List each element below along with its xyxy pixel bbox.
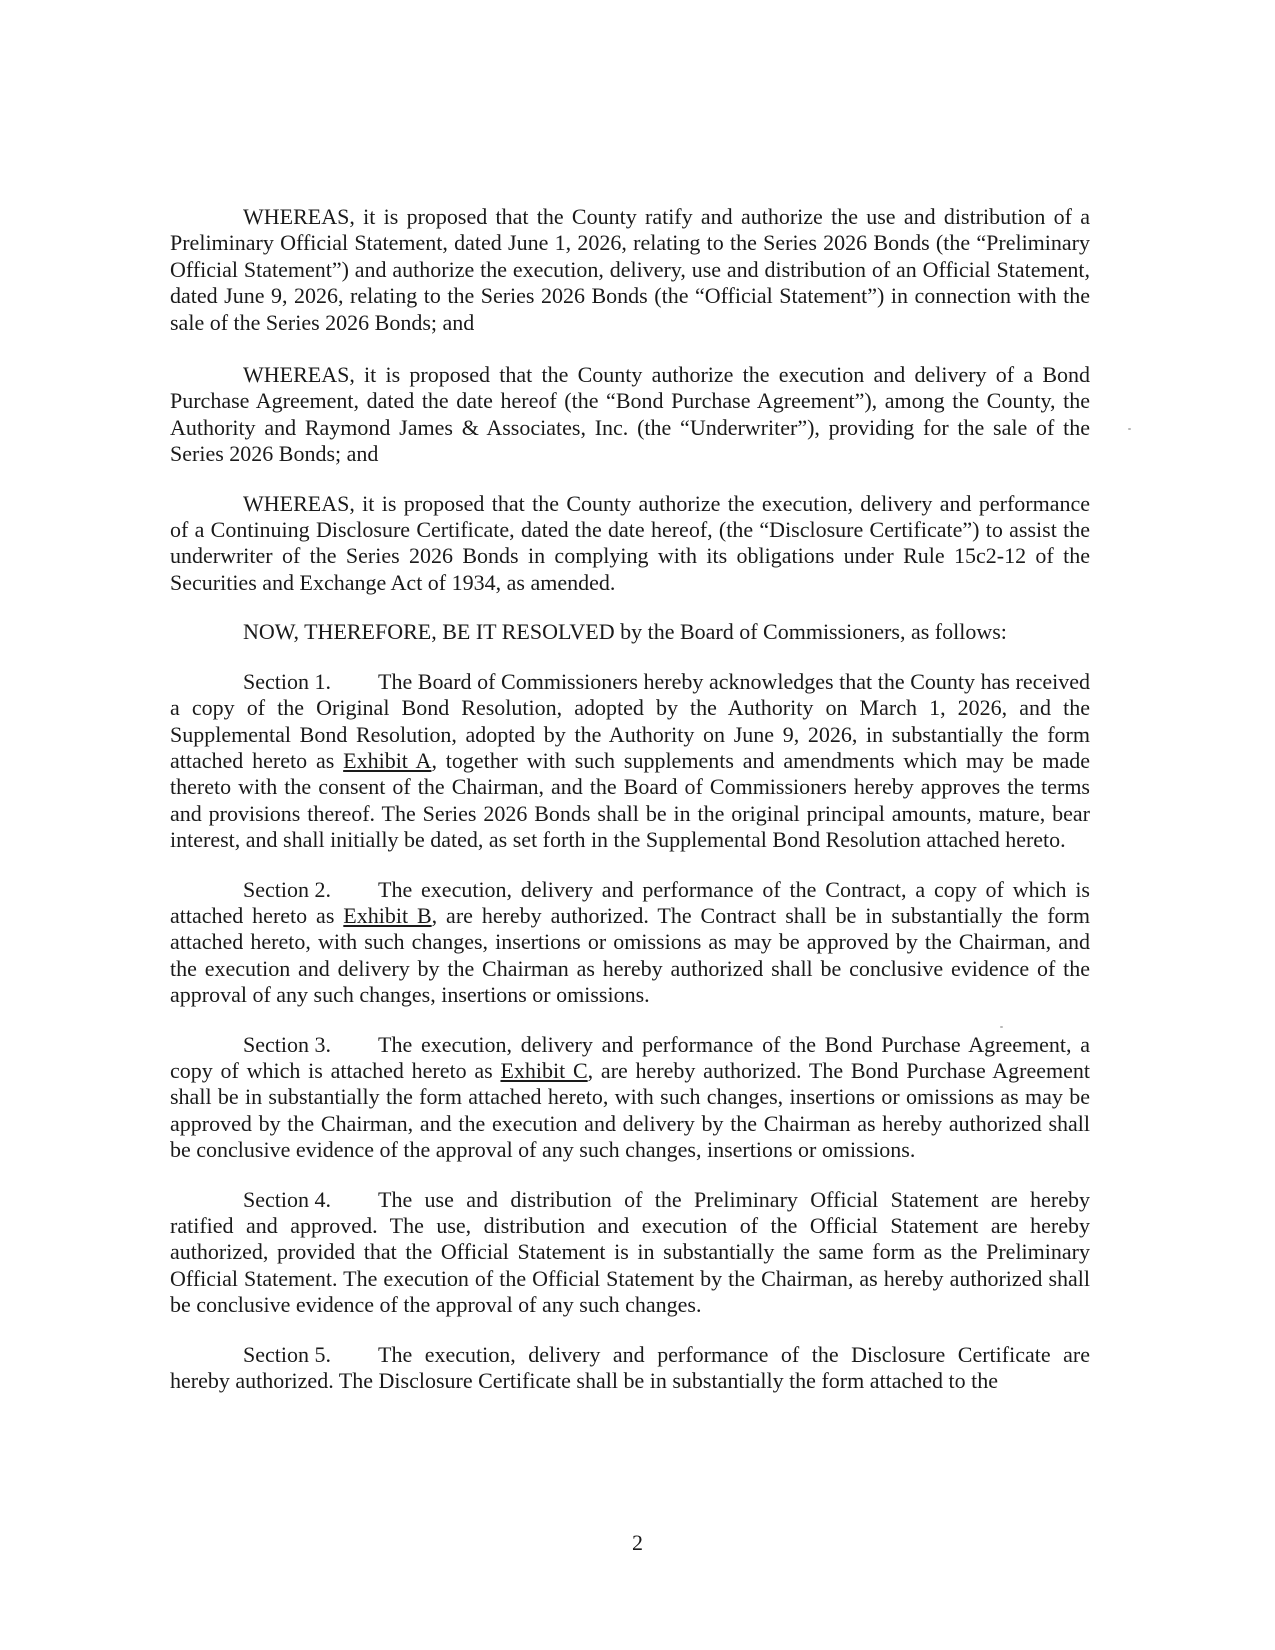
whereas-paragraph-1: WHEREAS, it is proposed that the County ratify and authorize the use and distribution of a Preliminary Official Statement, dated June 1, 2026, relating to the Series 2026 Bonds (the “Preliminary Official Statement”) and authorize the execution, delivery, use and distribution of an Official Statement, dated June 9, 2026, relating to the Series 2026 Bonds (the “Official Statement”) in connection with the sale of the Series 2026 Bonds; and [170,204,1090,335]
section-1-text-after: , together with such supplements and amendments which may be made thereto with the consent of the Chairman, and the Board of Commissioners hereby approves the terms and provisions thereof. The Series 2026 Bonds shall be in the original principal amounts, mature, bear interest, and shall initially be dated, as set forth in the Supplemental Bond Resolution attached hereto. [170,747,1091,853]
whereas-paragraph-3: WHEREAS, it is proposed that the County authorize the execution, delivery and performance of a Continuing Disclosure Certificate, dated the date hereof, (the “Disclosure Certificate”) to assist the underwriter of the Series 2026 Bonds in complying with its obligations under Rule 15c2-12 of the Securities and Exchange Act of 1934, as amended. [170,490,1090,595]
section-1-text-before: The Board of Commissioners hereby acknowledges that the County has received a copy of the Original Bond Resolution, adopted by the Authority on March 1, 2026, and the Supplemental Bond Resolution, adopted by the Authority on June 9, 2026, in substantially the form attached hereto as [170,668,1090,773]
section-1 [170,669,1090,854]
exhibit-b-reference: Exhibit B [343,902,432,928]
section-1-label: Section 1. [243,668,331,694]
resolved-clause: NOW, THEREFORE, BE IT RESOLVED by the Board of Commissioners, as follows: [243,619,1007,645]
section-2-text-after: , are hereby authorized. The Contract shall be in substantially the form attached hereto, with such changes, insertions or omissions as may be approved by the Chairman, and the execution and delivery by the Chairman as hereby authorized shall be conclusive evidence of the approval of any such changes, insertions or omissions. [170,902,1091,1008]
section-3 [170,1032,1090,1164]
section-4 [170,1187,1090,1319]
section-5-text: The execution, delivery and performance of the Disclosure Certificate are hereby authorized. The Disclosure Certificate shall be in substantially the form attached to the [170,1341,1090,1394]
section-5-label: Section 5. [243,1341,331,1367]
exhibit-c-reference: Exhibit C [500,1057,588,1083]
document-body [170,204,1090,1417]
whereas-paragraph-2: WHEREAS, it is proposed that the County authorize the execution and delivery of a Bond Purchase Agreement, dated the date hereof (the “Bond Purchase Agreement”), among the County, the Authority and Raymond James & Associates, Inc. (the “Underwriter”), providing for the sale of the Series 2026 Bonds; and [170,362,1090,467]
section-3-text-after: , are hereby authorized. The Bond Purchase Agreement shall be in substantially the form attached hereto, with such changes, insertions or omissions as may be approved by the Chairman, and the execution and delivery by the Chairman as hereby authorized shall be conclusive evidence of the approval of any such changes, insertions or omissions. [170,1057,1090,1163]
section-2-label: Section 2. [243,876,331,902]
scan-speck [1000,1026,1003,1028]
section-4-text: The use and distribution of the Preliminary Official Statement are hereby ratified and approved. The use, distribution and execution of the Official Statement are hereby authorized, provided that the Official Statement is in substantially the same form as the Preliminary Official Statement. The execution of the Official Statement by the Chairman, as hereby authorized shall be conclusive evidence of the approval of any such changes. [170,1186,1090,1318]
section-2-text-before: The execution, delivery and performance of the Contract, a copy of which is attached hereto as [170,876,1090,928]
section-3-label: Section 3. [243,1031,331,1057]
section-2 [170,877,1090,1009]
exhibit-a-reference: Exhibit A [343,747,432,773]
section-5 [170,1342,1090,1395]
section-4-label: Section 4. [243,1186,331,1212]
page-number: 2 [632,1530,643,1555]
section-3-text-before: The execution, delivery and performance of the Bond Purchase Agreement, a copy of which is attached hereto as [170,1031,1090,1083]
scan-speck [1128,428,1131,430]
